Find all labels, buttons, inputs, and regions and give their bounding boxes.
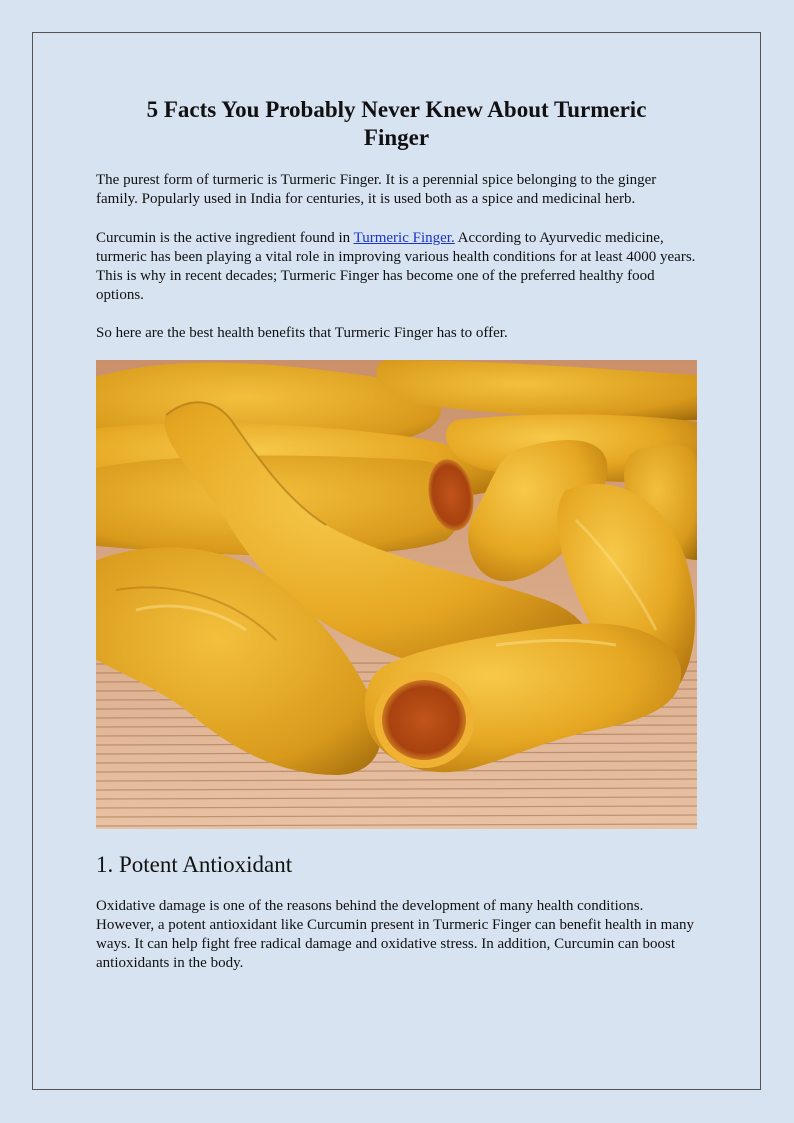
section-body-potent-antioxidant: Oxidative damage is one of the reasons behind the development of many health conditions. However, a potent antioxidant like Curcumin present in Turmeric Finger can benefit health in many ways. It can help fight free radical damage and oxidative stress. In addition, Curcumin can boost antioxidants in the body. (96, 898, 695, 971)
curcumin-text-before-link: Curcumin is the active ingredient found in (96, 230, 354, 246)
benefits-lead-paragraph: So here are the best health benefits that Turmeric Finger has to offer. (96, 325, 508, 341)
document-content (96, 96, 697, 973)
section-heading-potent-antioxidant: 1. Potent Antioxidant (96, 852, 293, 877)
curcumin-text-after-link: According to Ayurvedic medicine, turmeric has been playing a vital role in improving various health conditions for at least 4000 years. This is why in recent decades; Turmeric Finger has become one of the preferred healthy food options. (96, 230, 696, 303)
turmeric-finger-link[interactable]: Turmeric Finger. (353, 230, 455, 246)
turmeric-fingers-photo (96, 360, 697, 829)
curcumin-paragraph (96, 229, 697, 305)
document-title: 5 Facts You Probably Never Knew About Turmeric Finger (146, 97, 647, 150)
intro-paragraph: The purest form of turmeric is Turmeric Finger. It is a perennial spice belonging to the ginger family. Popularly used in India for centuries, it is used both as a spice and medicinal herb. (96, 172, 657, 207)
